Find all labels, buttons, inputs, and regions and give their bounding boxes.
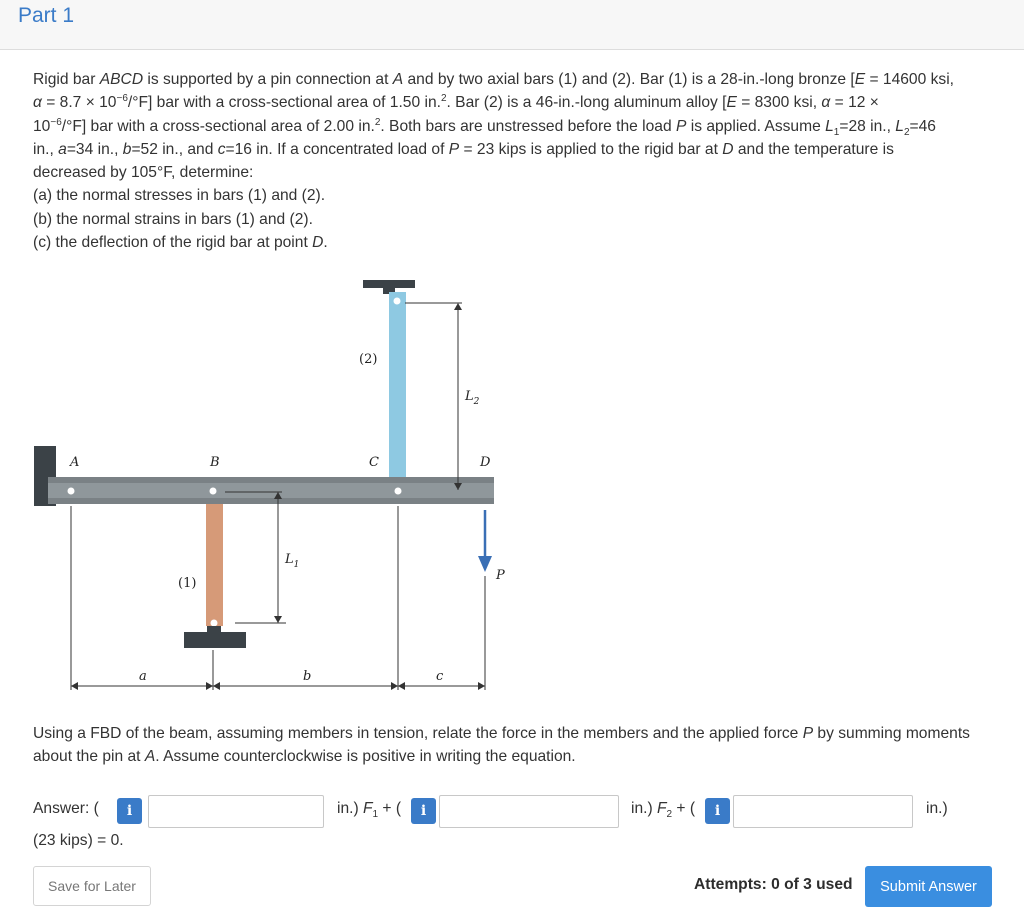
- beam-bottom-flange: [48, 498, 494, 504]
- info-icon-2[interactable]: i: [411, 798, 436, 824]
- save-for-later-button[interactable]: Save for Later: [33, 866, 151, 906]
- problem-statement: [33, 68, 998, 254]
- load-arrow-icon: [478, 556, 492, 572]
- label-b-point: B: [210, 455, 220, 470]
- top-support: [363, 280, 415, 288]
- a-arrow-right-icon: [206, 682, 213, 690]
- a-arrow-left-icon: [71, 682, 78, 690]
- pin-a: [68, 488, 75, 495]
- label-a-point: A: [70, 455, 80, 470]
- label-d-point: D: [480, 455, 491, 470]
- b-arrow-right-icon: [391, 682, 398, 690]
- c-arrow-right-icon: [478, 682, 485, 690]
- problem-line-2: $\alpha = 8.7 \times 10^{-6}/^\circ F$] bar with a cross-sectional area of 1.50 in.$^2$. Bar (2) is a 46-in.-long aluminum alloy [E = 8300 ksi, α = 12 ×: [33, 93, 879, 112]
- beam-top-flange: [48, 477, 494, 483]
- label-bar-2: (2): [359, 352, 378, 367]
- info-icon-1[interactable]: i: [117, 798, 142, 824]
- beam-diagram: [30, 270, 510, 700]
- submit-answer-button[interactable]: Submit Answer: [865, 866, 992, 907]
- label-p: P: [496, 568, 505, 583]
- bottom-support-clevis: [207, 626, 221, 632]
- beam-diagram-svg: [30, 270, 510, 700]
- pin-b: [210, 488, 217, 495]
- bar-2: [389, 292, 406, 478]
- answer-input-1[interactable]: [148, 795, 324, 828]
- label-dim-b: b: [303, 669, 312, 684]
- answer-end: in.): [926, 800, 948, 817]
- l2-arrow-up-icon: [454, 303, 462, 310]
- label-l2: $L_2$: [465, 389, 480, 407]
- c-arrow-left-icon: [398, 682, 405, 690]
- bottom-support: [184, 632, 246, 648]
- question-c: (c) the deflection of the rigid bar at point D.: [33, 234, 328, 252]
- bar-1: [206, 504, 223, 626]
- pin-bottom-bar1: [211, 620, 218, 627]
- answer-input-3[interactable]: [733, 795, 913, 828]
- problem-line-5: decreased by 105°F, determine:: [33, 164, 254, 182]
- answer-tail: (23 kips) = 0.: [33, 832, 124, 849]
- label-l1: $L_1$: [285, 552, 300, 570]
- problem-line-1: Rigid bar ABCD is supported by a pin connection at A and by two axial bars (1) and (2). Bar (1) is a 28-in.-long bronze [E = 14600 ksi,: [33, 71, 954, 88]
- pin-c: [395, 488, 402, 495]
- answer-mid-2: in.) $F_2$ + (: [631, 800, 696, 821]
- label-dim-c: c: [436, 669, 444, 684]
- b-arrow-left-icon: [213, 682, 220, 690]
- problem-line-3: $10^{-6}/^\circ F$] bar with a cross-sectional area of 2.00 in.$^2$. Both bars are unstressed before the load P is applied. Assume $L_1=28$ in., $L_2=46$: [33, 116, 936, 138]
- instruction-text: Using a FBD of the beam, assuming members in tension, relate the force in the members and the applied force P by summing moments about the pin at A. Assume counterclockwise is positive in writing the equation.: [33, 725, 970, 766]
- label-bar-1: (1): [178, 576, 197, 591]
- answer-row: [33, 795, 1013, 827]
- answer-label: Answer: (: [33, 800, 99, 817]
- info-icon-3[interactable]: i: [705, 798, 730, 824]
- pin-top-bar2: [394, 298, 401, 305]
- answer-input-2[interactable]: [439, 795, 619, 828]
- attempts-counter: Attempts: 0 of 3 used: [694, 876, 853, 893]
- part-header: [0, 0, 1024, 50]
- label-dim-a: a: [139, 669, 147, 684]
- question-b: (b) the normal strains in bars (1) and (2).: [33, 210, 313, 228]
- problem-line-4: in., a=34 in., b=52 in., and c=16 in. If a concentrated load of P = 23 kips is applied to the rigid bar at D and the temperature is: [33, 140, 894, 158]
- answer-mid-1: in.) $F_1$ + (: [337, 800, 402, 821]
- l1-arrow-down-icon: [274, 616, 282, 623]
- label-c-point: C: [369, 455, 379, 470]
- part-title: Part 1: [18, 4, 75, 27]
- question-a: (a) the normal stresses in bars (1) and (2).: [33, 187, 326, 205]
